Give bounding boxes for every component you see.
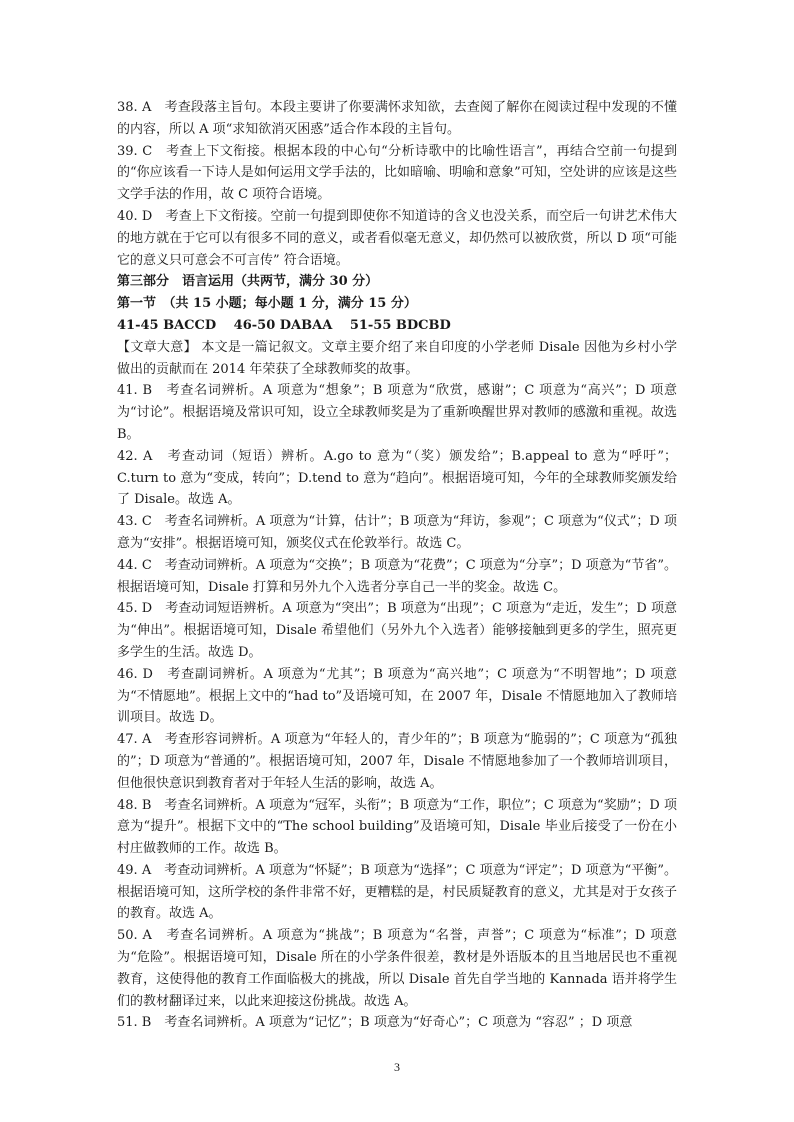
explanation-38: 38. A 考查段落主旨句。本段主要讲了你要满怀求知欲，去查阅了解你在阅读过程中发现的不懂的内容，所以 A 项“求知欲消灭困惑”适合作本段的主旨句。 xyxy=(117,100,677,137)
explanation-47: 47. A 考查形容词辨析。A 项意为“年轻人的，青少年的”；B 项意为“脆弱的”；C 项意为“孤独的”；D 项意为“普通的”。根据语境可知，2007 年，Disale 不情愿地参加了一个教师培训项目，但他很快意识到教育者对于年轻人生活的影响，故选 A。 xyxy=(117,732,677,791)
section-heading: 第三部分 语言运用（共两节，满分 30 分） xyxy=(117,274,379,290)
explanation-45: 45. D 考查动词短语辨析。A 项意为“突出”；B 项意为“出现”；C 项意为“走近，发生”；D 项意为“伸出”。根据语境可知，Disale 希望他们（另外九个入选者）能够接触到更多的学生，照亮更多学生的生活。故选 D。 xyxy=(117,601,677,660)
explanation-44: 44. C 考查动词辨析。A 项意为“交换”；B 项意为“花费”；C 项意为“分享”；D 项意为“节省”。根据语境可知，Disale 打算和另外九个入选者分享自己一半的奖金。故选 C。 xyxy=(117,557,677,595)
explanation-49: 49. A 考查动词辨析。A 项意为“怀疑”；B 项意为“选择”；C 项意为“评定”；D 项意为“平衡”。根据语境可知，这所学校的条件非常不好，更糟糕的是，村民质疑教育的意义，尤其是对于女孩子的教育。故选 A。 xyxy=(117,862,677,922)
explanation-51: 51. B 考查名词辨析。A 项意为“记忆”；B 项意为“好奇心”；C 项意为 “容忍” ；D 项意 xyxy=(117,1015,633,1031)
explanation-48: 48. B 考查名词辨析。A 项意为“冠军，头衔”；B 项意为“工作，职位”；C 项意为“奖励”；D 项意为“提升”。根据下文中的“The school building”及语境可知，Disale 毕业后接受了一份在小村庄做教师的工作。故选 B。 xyxy=(117,797,677,857)
explanation-46: 46. D 考查副词辨析。A 项意为“尤其”；B 项意为“高兴地”；C 项意为“不明智地”；D 项意为“不情愿地”。根据上文中的“had to”及语境可知，在 2007 年，Disale 不情愿地加入了教师培训项目。故选 D。 xyxy=(117,666,677,726)
explanation-40: 40. D 考查上下文衔接。空前一句提到即使你不知道诗的含义也没关系，而空后一句讲艺术伟大的地方就在于它可以有很多不同的意义，或者看似毫无意义，却仍然可以被欣赏，所以 D 项“可能它的意义只可意会不可言传” 符合语境。 xyxy=(117,208,677,268)
answer-key: 41-45 BACCD 46-50 DABAA 51-55 BDCBD xyxy=(117,317,451,333)
explanation-39: 39. C 考查上下文衔接。根据本段的中心句“分析诗歌中的比喻性语言”，再结合空前一句提到的“你应该看一下诗人是如何运用文学手法的，比如暗喻、明喻和意象”可知，空处讲的应该是这些文学手法的作用，故 C 项符合语境。 xyxy=(117,143,677,203)
explanation-50: 50. A 考查名词辨析。A 项意为“挑战”；B 项意为“名誉，声誉”；C 项意为“标准”；D 项意为“危险”。根据语境可知，Disale 所在的小学条件很差，教材是外语版本的且当地居民也不重视教育，这使得他的教育工作面临极大的挑战，所以 Disale 首先自学当地的 Kannada 语并将学生们的教材翻译过来，以此来迎接这份挑战。故选 A。 xyxy=(117,928,677,1009)
explanation-42: 42. A 考查动词（短语）辨析。A.go to 意为“（奖）颁发给”；B.appeal to 意为“呼吁”；C.turn to 意为“变成，转向”；D.tend to 意为“趋向”。根据语境可知，今年的全球教师奖颁发给了 Disale。故选 A。 xyxy=(117,448,677,508)
answer-explanations xyxy=(117,97,677,1034)
explanation-43: 43. C 考查名词辨析。A 项意为“计算，估计”；B 项意为“拜访，参观”；C 项意为“仪式”；D 项意为“安排”。根据语境可知，颁奖仪式在伦敦举行。故选 C。 xyxy=(117,514,677,551)
explanation-41: 41. B 考查名词辨析。A 项意为“想象”；B 项意为“欣赏，感谢”；C 项意为“高兴”；D 项意为“讨论”。根据语境及常识可知，设立全球教师奖是为了重新唤醒世界对教师的感激和重视。故选 B。 xyxy=(117,383,677,442)
article-summary: 【文章大意】 本文是一篇记叙文。文章主要介绍了来自印度的小学老师 Disale 因他为乡村小学做出的贡献而在 2014 年荣获了全球教师奖的故事。 xyxy=(117,339,677,377)
page-number: 3 xyxy=(394,1060,400,1074)
subsection-heading: 第一节 （共 15 小题；每小题 1 分，满分 15 分） xyxy=(117,296,417,312)
